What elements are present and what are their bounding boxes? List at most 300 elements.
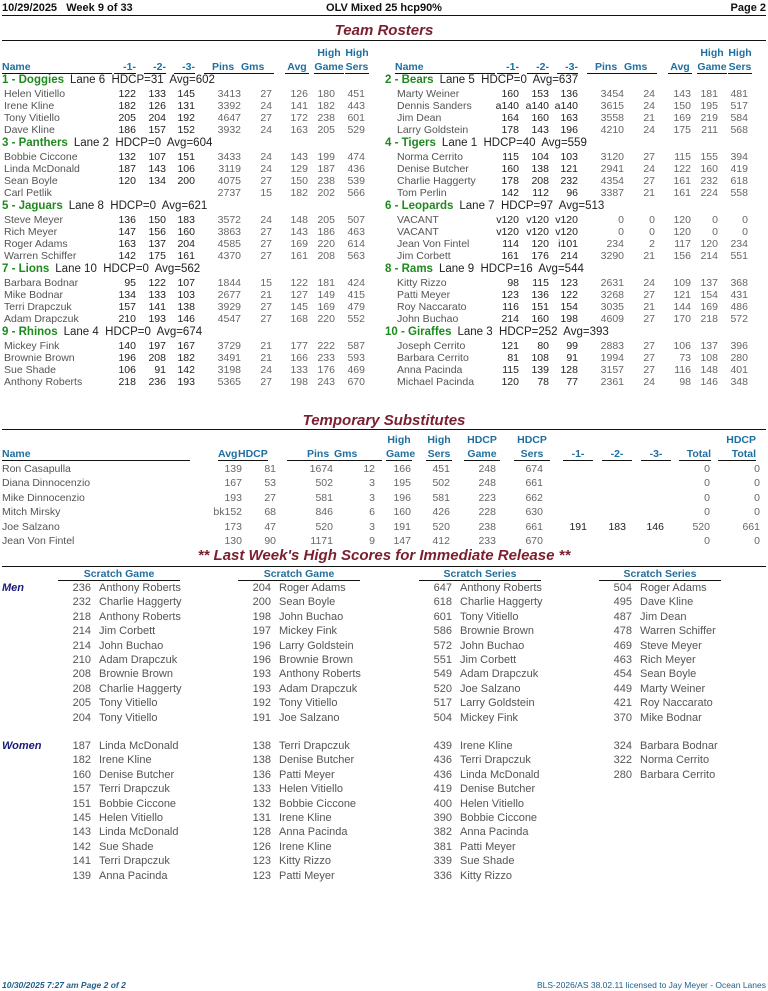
team-name: 10 - Giraffes xyxy=(385,326,452,338)
team-info: Lane 5 HDCP=0 Avg=637 xyxy=(439,74,579,86)
high-score-value: 232 xyxy=(72,596,91,609)
column-header-high-sers-1: High xyxy=(728,47,752,59)
player-game-3: 136 xyxy=(560,88,578,100)
substitute-name: Jean Von Fintel xyxy=(2,535,75,547)
player-high-game: 224 xyxy=(700,187,718,199)
high-score-entry xyxy=(430,840,600,854)
player-game-2: 156 xyxy=(148,226,166,238)
player-high-series: 584 xyxy=(730,112,748,124)
player-high-series: 234 xyxy=(730,238,748,250)
player-high-game: 180 xyxy=(317,88,335,100)
player-high-game: 202 xyxy=(317,187,335,199)
player-high-series: 568 xyxy=(730,124,748,136)
player-game-3: v120 xyxy=(555,214,578,226)
team-header xyxy=(385,325,609,339)
player-average: 106 xyxy=(673,340,691,352)
player-average: 161 xyxy=(673,175,691,187)
high-score-entry xyxy=(69,854,239,868)
player-name: Jim Corbett xyxy=(397,250,451,262)
player-pins: 3290 xyxy=(600,250,624,262)
player-games: 27 xyxy=(643,340,655,352)
player-average: 121 xyxy=(673,289,691,301)
high-score-bowler: Kitty Rizzo xyxy=(279,855,331,868)
player-row xyxy=(2,100,372,112)
player-high-game: 238 xyxy=(317,112,335,124)
high-score-entry xyxy=(69,624,239,638)
player-average: 150 xyxy=(290,175,308,187)
substitute-total: 0 xyxy=(704,535,710,547)
player-name: Patti Meyer xyxy=(397,289,451,301)
high-score-entry xyxy=(249,739,419,753)
player-high-series: 0 xyxy=(742,226,748,238)
high-score-value: 454 xyxy=(613,668,632,681)
player-game-3: 121 xyxy=(560,163,578,175)
player-game-3: 196 xyxy=(560,124,578,136)
high-score-value: 322 xyxy=(613,754,632,767)
player-name: Denise Butcher xyxy=(397,163,469,175)
player-name: Bobbie Ciccone xyxy=(4,151,78,163)
player-row xyxy=(385,112,755,124)
league-name: OLV Mixed 25 hcp90% xyxy=(326,2,442,14)
high-score-value: 339 xyxy=(433,855,452,868)
high-score-value: 145 xyxy=(72,812,91,824)
substitute-pins: 846 xyxy=(315,506,333,519)
player-name: Carl Petlik xyxy=(4,187,52,199)
player-high-game: 222 xyxy=(317,340,335,352)
high-score-entry xyxy=(249,639,419,653)
player-pins: 3929 xyxy=(217,301,241,313)
player-pins: 3932 xyxy=(217,124,241,136)
player-high-series: 551 xyxy=(730,250,748,262)
player-average: 182 xyxy=(290,187,308,199)
substitute-pins: 581 xyxy=(315,491,333,504)
player-name: Tom Perlin xyxy=(397,187,447,199)
player-average: 156 xyxy=(673,250,691,262)
player-pins: 2941 xyxy=(600,163,624,175)
substitute-high-series: 451 xyxy=(432,463,450,475)
high-score-entry xyxy=(249,797,419,811)
player-games: 24 xyxy=(260,151,272,163)
column-header-avg: Avg xyxy=(285,61,309,74)
player-high-game: 169 xyxy=(317,301,335,313)
player-name: Warren Schiffer xyxy=(4,250,77,262)
high-score-entry xyxy=(249,811,419,825)
player-game-1: 122 xyxy=(118,88,136,100)
player-games: 27 xyxy=(260,112,272,124)
high-score-entry xyxy=(249,840,419,854)
high-score-entry xyxy=(69,639,239,653)
player-game-3: 103 xyxy=(560,151,578,163)
player-games: 24 xyxy=(260,124,272,136)
player-high-game: 243 xyxy=(317,376,335,388)
high-score-entry xyxy=(249,595,419,609)
player-high-series: 563 xyxy=(347,250,365,262)
substitute-games: 3 xyxy=(369,477,375,490)
player-row xyxy=(2,238,372,250)
player-game-3: 107 xyxy=(177,277,195,289)
player-high-game: 146 xyxy=(700,376,718,388)
player-pins: 4354 xyxy=(600,175,624,187)
team-info: Lane 10 HDCP=0 Avg=562 xyxy=(55,263,201,275)
player-game-3: 96 xyxy=(566,187,578,199)
high-score-entry xyxy=(69,581,239,595)
column-header-hdg-2: Game xyxy=(464,448,500,461)
player-games: 24 xyxy=(643,88,655,100)
high-score-value: 157 xyxy=(72,783,91,796)
player-pins: 0 xyxy=(618,214,624,226)
player-pins: 4647 xyxy=(217,112,241,124)
player-high-series: 618 xyxy=(730,175,748,187)
high-score-entry xyxy=(430,753,600,767)
substitute-high-game: 160 xyxy=(393,506,411,519)
player-game-1: 160 xyxy=(501,88,519,100)
high-score-entry xyxy=(430,682,600,696)
high-score-value: 139 xyxy=(72,869,91,882)
high-score-value: 123 xyxy=(252,869,271,882)
high-score-bowler: Anthony Roberts xyxy=(279,668,361,681)
high-score-bowler: Irene Kline xyxy=(279,840,332,853)
player-average: 172 xyxy=(290,112,308,124)
player-average: 144 xyxy=(673,301,691,313)
player-average: 120 xyxy=(673,214,691,226)
player-row xyxy=(385,238,755,250)
high-score-bowler: Roy Naccarato xyxy=(640,697,713,710)
substitute-average: 193 xyxy=(224,491,242,504)
player-average: 148 xyxy=(290,214,308,226)
player-pins: 2677 xyxy=(217,289,241,301)
player-game-1: 205 xyxy=(118,112,136,124)
high-score-entry xyxy=(430,610,600,624)
high-score-entry xyxy=(430,782,600,796)
player-games: 2 xyxy=(649,238,655,250)
player-game-2: v120 xyxy=(526,214,549,226)
high-score-bowler: Jim Corbett xyxy=(99,625,156,638)
high-score-value: 551 xyxy=(433,654,452,666)
high-score-entry xyxy=(69,711,239,725)
high-score-value: 390 xyxy=(433,812,452,824)
substitute-hdcp: 27 xyxy=(264,491,276,504)
player-high-series: 539 xyxy=(347,175,365,187)
high-score-entry xyxy=(69,768,239,782)
team-header xyxy=(385,136,587,150)
player-game-3: 167 xyxy=(177,340,195,352)
column-header-pins: Pins xyxy=(595,61,618,73)
high-score-bowler: Barbara Bodnar xyxy=(640,740,718,752)
player-name: Irene Kline xyxy=(4,100,55,112)
player-game-2: 133 xyxy=(148,289,166,301)
player-high-series: 443 xyxy=(347,100,365,112)
player-row xyxy=(2,163,372,175)
player-game-2: 120 xyxy=(531,238,549,250)
substitute-high-game: 191 xyxy=(393,520,411,533)
substitute-pins: 520 xyxy=(315,520,333,533)
player-game-2: 104 xyxy=(531,151,549,163)
high-score-entry xyxy=(249,869,419,883)
player-pins: 3413 xyxy=(217,88,241,100)
column-header-hdcp-total-2: Total xyxy=(718,448,756,461)
page-header xyxy=(2,1,766,16)
player-name: Norma Cerrito xyxy=(397,151,463,163)
player-game-1: 196 xyxy=(118,352,136,364)
player-high-game: 148 xyxy=(700,364,718,376)
player-high-game: 205 xyxy=(317,214,335,226)
player-high-game: 187 xyxy=(317,163,335,175)
player-game-3: a140 xyxy=(554,100,578,112)
player-game-1: 115 xyxy=(502,151,519,163)
player-row xyxy=(2,376,372,388)
player-game-2: 151 xyxy=(531,301,549,313)
player-name: Barbara Bodnar xyxy=(4,277,79,289)
team-header xyxy=(2,325,202,339)
high-score-entry xyxy=(249,667,419,681)
high-score-entry xyxy=(610,581,768,595)
substitute-hdcp: 68 xyxy=(264,506,276,519)
column-header-g2: -2- xyxy=(602,448,632,461)
high-score-bowler: Irene Kline xyxy=(460,740,513,752)
column-header-hs-1: High xyxy=(427,434,451,446)
player-pins: 3119 xyxy=(218,163,241,175)
player-game-1: a140 xyxy=(495,100,519,112)
player-games: 27 xyxy=(643,289,655,301)
high-score-value: 136 xyxy=(252,768,271,781)
player-game-3: 131 xyxy=(177,100,195,112)
player-high-game: 199 xyxy=(317,151,335,163)
substitute-high-series: 426 xyxy=(432,506,450,519)
column-header-gms: Gms xyxy=(241,61,265,73)
high-score-bowler: Linda McDonald xyxy=(99,826,179,839)
high-score-value: 549 xyxy=(433,668,452,681)
column-header-avg: Avg xyxy=(218,448,238,460)
column-header-avg-hdcp xyxy=(218,448,268,461)
player-high-game: 137 xyxy=(700,340,718,352)
high-score-value: 572 xyxy=(433,639,452,652)
substitute-hdcp-series: 661 xyxy=(525,477,543,490)
high-score-value: 133 xyxy=(252,783,271,796)
player-row xyxy=(385,214,755,226)
high-score-bowler: Patti Meyer xyxy=(460,840,516,853)
high-score-bowler: Larry Goldstein xyxy=(460,697,535,710)
substitute-pins: 1171 xyxy=(310,535,333,547)
player-games: 21 xyxy=(260,340,272,352)
high-score-bowler: Warren Schiffer xyxy=(640,625,716,638)
player-game-2: v120 xyxy=(526,226,549,238)
player-games: 15 xyxy=(260,187,272,199)
player-games: 27 xyxy=(260,175,272,187)
player-game-2: 208 xyxy=(148,352,166,364)
high-score-value: 204 xyxy=(252,582,271,594)
high-score-value: 400 xyxy=(433,797,452,810)
column-header-hdcp-total-1: HDCP xyxy=(726,434,756,446)
high-score-bowler: Bobbie Ciccone xyxy=(99,797,177,810)
high-score-bowler: Adam Drapczuk xyxy=(279,682,358,695)
high-score-entry xyxy=(69,825,239,839)
player-game-2: a140 xyxy=(525,100,549,112)
player-average: 133 xyxy=(290,364,308,376)
column-header-high-game-1: High xyxy=(317,47,341,59)
player-game-1: 95 xyxy=(124,277,136,289)
high-score-bowler: Marty Weiner xyxy=(640,682,706,695)
high-score-bowler: Adam Drapczuk xyxy=(460,668,539,681)
player-high-game: 181 xyxy=(317,277,335,289)
substitute-hdcp-total: 0 xyxy=(754,463,760,475)
team-info: Lane 6 HDCP=31 Avg=602 xyxy=(69,74,215,86)
column-header-hs-2: Sers xyxy=(427,448,451,460)
high-score-entry xyxy=(430,711,600,725)
player-high-game: 0 xyxy=(712,214,718,226)
player-game-1: 210 xyxy=(118,313,136,325)
column-header-high-game-2: Game xyxy=(314,61,344,73)
player-pins: 2737 xyxy=(217,187,241,199)
high-score-value: 128 xyxy=(252,826,271,839)
high-score-bowler: Charlie Haggerty xyxy=(99,596,182,609)
column-header-name: Name xyxy=(2,61,112,74)
player-high-game: 149 xyxy=(317,289,335,301)
player-game-3: 128 xyxy=(560,364,578,376)
high-score-entry xyxy=(69,653,239,667)
column-header-game-g1: -1- xyxy=(114,61,136,74)
player-average: 166 xyxy=(290,352,308,364)
player-name: Marty Weiner xyxy=(397,88,460,100)
player-row xyxy=(385,340,755,352)
player-high-game: 214 xyxy=(700,250,718,262)
high-score-bowler: Terri Drapczuk xyxy=(279,740,350,752)
player-row xyxy=(385,151,755,163)
player-high-series: 436 xyxy=(347,163,365,175)
player-high-series: 401 xyxy=(730,364,748,376)
high-score-entry xyxy=(430,825,600,839)
player-game-2: 112 xyxy=(532,187,549,199)
team-name: 5 - Jaguars xyxy=(2,200,63,212)
substitute-name: Mitch Mirsky xyxy=(2,506,61,519)
high-score-bowler: Brownie Brown xyxy=(99,668,173,681)
player-row xyxy=(385,88,755,100)
player-pins: 4609 xyxy=(600,313,624,325)
player-name: Kitty Rizzo xyxy=(397,277,447,289)
team-header xyxy=(2,73,215,87)
high-score-bowler: Helen Vitiello xyxy=(460,797,525,810)
player-game-3: 103 xyxy=(177,289,195,301)
substitute-row xyxy=(0,506,768,518)
player-game-2: 134 xyxy=(148,175,166,187)
player-game-1: 182 xyxy=(118,100,136,112)
player-game-1: 142 xyxy=(501,187,519,199)
substitute-hdcp-game: 238 xyxy=(478,520,496,533)
player-game-1: 136 xyxy=(118,214,136,226)
player-row xyxy=(385,289,755,301)
player-average: 145 xyxy=(290,301,308,313)
player-row xyxy=(385,277,755,289)
player-high-series: 670 xyxy=(347,376,365,388)
player-average: 73 xyxy=(679,352,691,364)
player-game-1: 186 xyxy=(118,124,136,136)
high-score-bowler: Tony Vitiello xyxy=(460,610,519,623)
player-game-2: 143 xyxy=(148,163,166,175)
player-row xyxy=(2,124,372,136)
player-game-1: 214 xyxy=(501,313,519,325)
high-score-value: 236 xyxy=(72,582,91,594)
player-high-series: 558 xyxy=(730,187,748,199)
high-score-value: 382 xyxy=(433,826,452,839)
player-pins: 3035 xyxy=(600,301,624,313)
player-game-1: 132 xyxy=(118,151,136,163)
high-score-bowler: Tony Vitiello xyxy=(99,697,158,710)
player-game-2: 126 xyxy=(148,100,166,112)
player-game-2: 107 xyxy=(148,151,166,163)
player-high-game: 182 xyxy=(317,100,335,112)
high-score-bowler: Mickey Fink xyxy=(279,625,338,638)
high-score-value: 478 xyxy=(613,625,632,638)
player-high-game: 220 xyxy=(317,313,335,325)
high-score-entry xyxy=(69,610,239,624)
high-score-bowler: Linda McDonald xyxy=(460,768,540,781)
player-high-series: 463 xyxy=(347,226,365,238)
player-games: 21 xyxy=(643,301,655,313)
player-game-2: 91 xyxy=(154,364,166,376)
high-score-value: 192 xyxy=(252,697,271,710)
player-games: 15 xyxy=(260,277,272,289)
player-high-series: 394 xyxy=(730,151,748,163)
player-game-1: 178 xyxy=(501,175,519,187)
team-header xyxy=(2,136,212,150)
substitute-game-1: 191 xyxy=(569,520,587,533)
player-name: Jean Von Fintel xyxy=(397,238,470,250)
substitute-games: 3 xyxy=(369,491,375,504)
high-score-entry xyxy=(69,753,239,767)
high-score-column-header: Scratch Game xyxy=(238,568,360,581)
high-score-entry xyxy=(249,825,419,839)
player-high-series: 479 xyxy=(347,301,365,313)
player-high-game: 238 xyxy=(317,175,335,187)
high-score-bowler: Sean Boyle xyxy=(279,596,336,609)
player-name: Brownie Brown xyxy=(4,352,75,364)
player-average: 98 xyxy=(679,376,691,388)
substitute-total: 0 xyxy=(704,463,710,475)
player-name: Linda McDonald xyxy=(4,163,80,175)
high-score-entry xyxy=(610,753,768,767)
player-game-1: 218 xyxy=(118,376,136,388)
player-games: 27 xyxy=(260,301,272,313)
team-name: 6 - Leopards xyxy=(385,200,454,212)
high-score-bowler: Roger Adams xyxy=(279,582,346,594)
high-score-value: 439 xyxy=(433,740,452,752)
high-score-bowler: Terri Drapczuk xyxy=(99,783,170,796)
player-game-3: 154 xyxy=(560,301,578,313)
substitute-row xyxy=(0,492,768,504)
player-game-1: 142 xyxy=(118,250,136,262)
player-high-game: 218 xyxy=(700,313,718,325)
player-average: 122 xyxy=(673,163,691,175)
substitute-hdcp-series: 630 xyxy=(525,506,543,519)
high-score-entry xyxy=(69,682,239,696)
substitute-name: Diana Dinnocenzio xyxy=(2,477,91,490)
player-row xyxy=(385,313,755,325)
high-score-value: 204 xyxy=(72,711,91,724)
player-pins: 0 xyxy=(618,226,624,238)
player-pins: 4075 xyxy=(217,175,241,187)
player-game-1: 164 xyxy=(501,112,519,124)
player-pins: 3387 xyxy=(600,187,624,199)
player-game-3: 138 xyxy=(177,301,195,313)
player-game-1: 114 xyxy=(502,238,519,250)
high-score-entry xyxy=(610,667,768,681)
high-score-value: 421 xyxy=(613,697,632,710)
player-average: 161 xyxy=(673,187,691,199)
player-games: 27 xyxy=(260,238,272,250)
high-score-value: 143 xyxy=(72,826,91,839)
high-score-value: 214 xyxy=(72,625,91,638)
player-name: Steve Meyer xyxy=(4,214,63,226)
player-games: 24 xyxy=(643,100,655,112)
